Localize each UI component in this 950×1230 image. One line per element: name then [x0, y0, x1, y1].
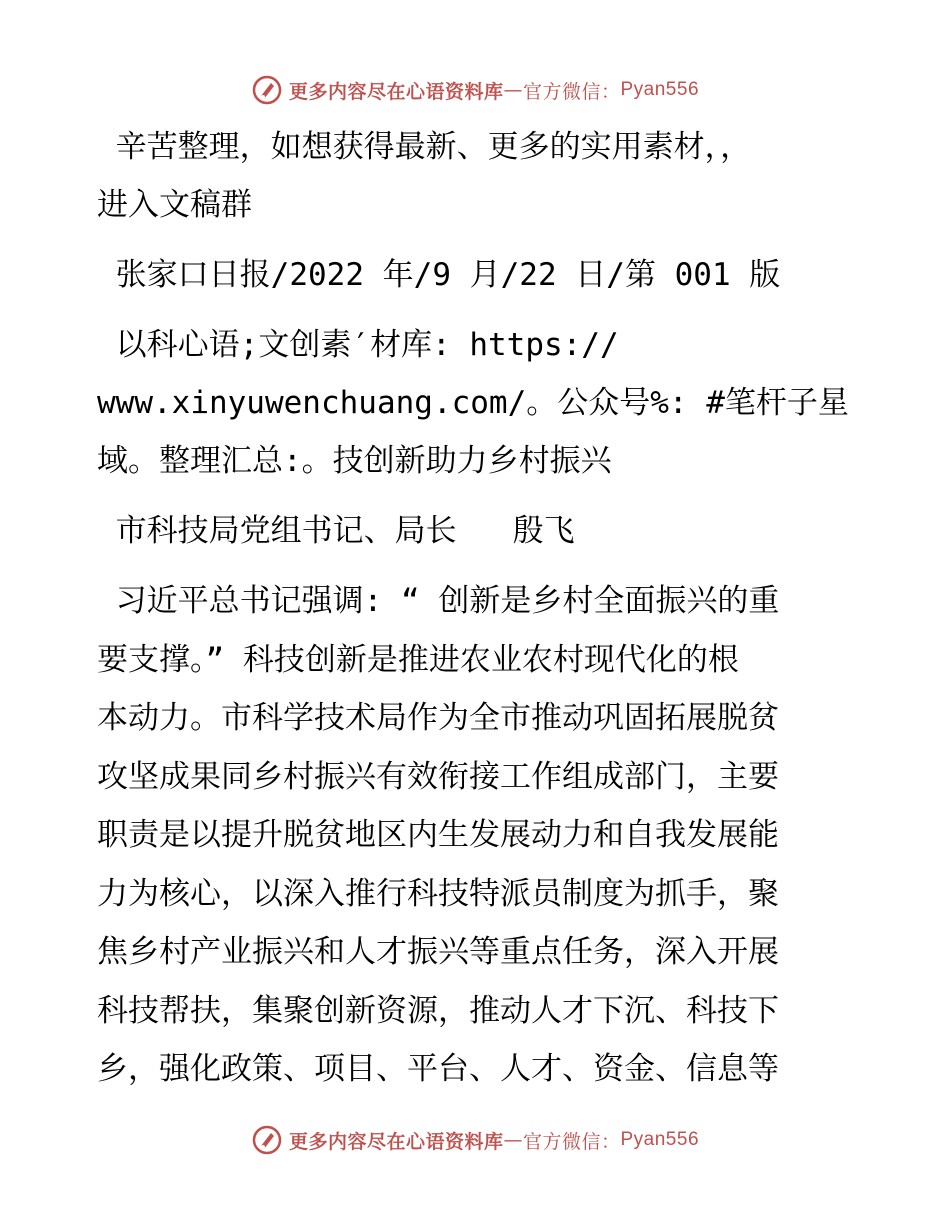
- paragraph-line: 习近平总书记强调: “ 创新是乡村全面振兴的重: [97, 583, 780, 619]
- watermark-main-text: 更多内容尽在心语资料库: [288, 80, 504, 103]
- paragraph-line: 职责是以提升脱贫地区内生发展动力和自我发展能: [97, 817, 779, 853]
- paragraph-line: 攻坚成果同乡村振兴有效衔接工作组成部门，主要: [97, 758, 779, 795]
- watermark-wechat-id: Pyan556: [620, 1129, 700, 1150]
- author-line: 市科技局党组书记、局长 殷飞: [97, 513, 575, 549]
- header-watermark: [0, 70, 950, 110]
- paragraph-line: 本动力。市科学技术局作为全市推动巩固拓展脱贫: [97, 700, 779, 736]
- watermark-wechat-label: 官方微信：: [522, 80, 621, 103]
- site-line-1: 以科心语;文创素′材库: https://: [97, 327, 619, 363]
- footer-watermark: [0, 1120, 950, 1160]
- watermark-dash: —: [503, 1129, 523, 1151]
- intro-line-2: 进入文稿群: [97, 187, 252, 223]
- paragraph-line: 要支撑。” 科技创新是推进农业农村现代化的根: [97, 641, 739, 678]
- watermark-wechat-label: 官方微信：: [522, 1130, 621, 1153]
- paragraph-line: 焦乡村产业振兴和人才振兴等重点任务，深入开展: [97, 934, 779, 970]
- watermark-wechat-id: Pyan556: [620, 79, 700, 100]
- paragraph-line: 科技帮扶，集聚创新资源，推动人才下沉、科技下: [97, 992, 779, 1029]
- article-paragraph: [97, 572, 857, 1099]
- intro-line-1: 辛苦整理，如想获得最新、更多的实用素材，，: [97, 129, 752, 165]
- title-line: 域。整理汇总:。技创新助力乡村振兴: [97, 443, 612, 479]
- watermark-dash: —: [503, 79, 523, 101]
- document-body: [97, 118, 857, 1099]
- source-line: 张家口日报/2022 年/9 月/22 日/第 001 版: [97, 257, 781, 293]
- site-line-2: www.xinyuwenchuang.com/。公众号%: #笔杆子星: [97, 385, 849, 421]
- paragraph-line: 力为核心，以深入推行科技特派员制度为抓手，聚: [97, 875, 779, 912]
- pen-nib-circle-icon: [251, 1124, 283, 1156]
- pen-nib-circle-icon: [251, 74, 283, 106]
- watermark-main-text: 更多内容尽在心语资料库: [288, 1130, 504, 1153]
- paragraph-line: 乡，强化政策、项目、平台、人才、资金、信息等: [97, 1051, 779, 1087]
